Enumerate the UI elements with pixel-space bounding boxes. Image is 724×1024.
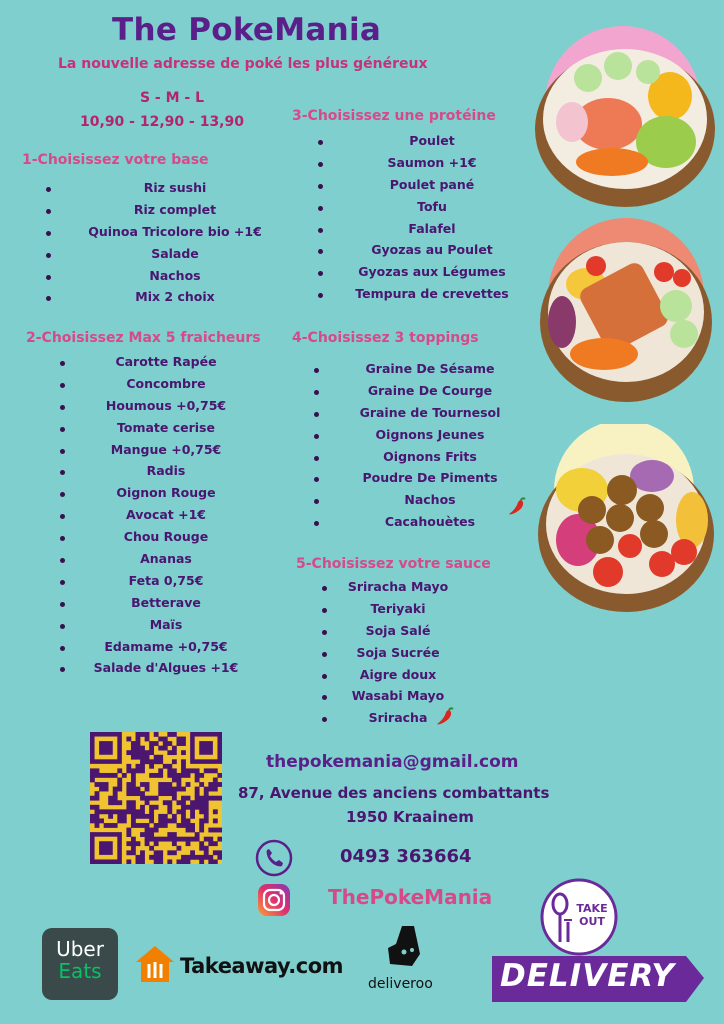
email-address[interactable]: thepokemania@gmail.com	[266, 752, 519, 772]
bullet-icon	[46, 231, 51, 236]
fresh-list	[56, 354, 286, 682]
menu-item	[310, 427, 520, 449]
menu-item-label: Oignons Jeunes	[375, 426, 485, 442]
menu-item	[314, 199, 524, 221]
menu-item	[314, 264, 524, 286]
menu-item	[310, 470, 520, 492]
bullet-icon	[314, 434, 319, 439]
bullet-icon	[46, 187, 51, 192]
menu-item	[310, 361, 520, 383]
menu-item	[314, 177, 524, 199]
menu-item	[314, 133, 524, 155]
qr-code[interactable]	[90, 732, 222, 864]
ubereats-logo[interactable]	[42, 928, 118, 1000]
bullet-icon	[322, 608, 327, 613]
bullet-icon	[322, 586, 327, 591]
bullet-icon	[60, 536, 65, 541]
menu-item-label: Chou Rouge	[123, 529, 209, 545]
salmon-poke-bowl-image	[530, 24, 716, 210]
menu-item	[40, 180, 280, 202]
bullet-icon	[318, 293, 323, 298]
menu-item-label: Edamame +0,75€	[104, 638, 228, 654]
menu-item-label: Soja Salé	[365, 622, 431, 638]
bullet-icon	[322, 695, 327, 700]
bullet-icon	[60, 558, 65, 563]
menu-item-label: Mix 2 choix	[135, 289, 215, 305]
protein-list	[314, 133, 524, 308]
base-list	[40, 180, 280, 311]
chicken-poke-bowl-image	[534, 214, 714, 404]
menu-item-label: Quinoa Tricolore bio +1€	[88, 223, 262, 239]
menu-item	[314, 155, 524, 177]
address-line-1: 87, Avenue des anciens combattants	[238, 784, 550, 802]
menu-item	[318, 667, 468, 689]
bullet-icon	[60, 361, 65, 366]
deliveroo-label[interactable]: deliveroo	[368, 976, 433, 992]
menu-item	[318, 623, 468, 645]
takeout-line-1: TAKE	[576, 902, 608, 915]
menu-item-label: Betterave	[131, 594, 201, 610]
menu-item-label: Teriyaki	[370, 600, 426, 616]
menu-item-label: Salade	[151, 245, 199, 261]
size-labels: S - M - L	[139, 90, 205, 106]
menu-item-label: Sriracha Mayo	[347, 579, 449, 594]
menu-item	[56, 507, 286, 529]
takeaway-label[interactable]: Takeaway.com	[180, 954, 344, 978]
menu-item	[40, 268, 280, 290]
menu-item-label: Graine De Sésame	[365, 361, 495, 376]
bullet-icon	[322, 717, 327, 722]
menu-item-label: Tofu	[417, 198, 447, 214]
bullet-icon	[60, 646, 65, 651]
menu-item-label: Houmous +0,75€	[105, 397, 227, 413]
menu-item	[310, 449, 520, 471]
menu-item	[56, 420, 286, 442]
menu-item	[318, 579, 468, 601]
menu-item	[310, 514, 520, 536]
bullet-icon	[46, 275, 51, 280]
bullet-icon	[318, 271, 323, 276]
menu-item-label: Avocat +1€	[125, 507, 206, 523]
bullet-icon	[60, 514, 65, 519]
menu-item-label: Gyozas au Poulet	[371, 242, 493, 258]
protein-heading: 3-Choisissez une protéine	[292, 108, 496, 124]
menu-item-label: Nachos	[404, 492, 456, 508]
menu-item	[40, 224, 280, 246]
bullet-icon	[314, 477, 319, 482]
menu-item	[318, 645, 468, 667]
menu-item	[56, 463, 286, 485]
menu-item	[310, 383, 520, 405]
ubereats-line-1: Uber	[56, 937, 104, 961]
bullet-icon	[60, 602, 65, 607]
base-heading: 1-Choisissez votre base	[22, 152, 209, 168]
menu-item-label: Nachos	[149, 267, 201, 283]
menu-item	[310, 405, 520, 427]
instagram-icon[interactable]	[256, 882, 292, 918]
menu-item-label: Carotte Rapée	[115, 354, 217, 369]
bullet-icon	[318, 228, 323, 233]
toppings-heading: 4-Choisissez 3 toppings	[292, 330, 479, 346]
menu-item-label: Riz complet	[133, 201, 217, 217]
bullet-icon	[314, 499, 319, 504]
menu-item	[56, 354, 286, 376]
menu-item	[40, 289, 280, 311]
menu-item	[314, 221, 524, 243]
delivery-label: DELIVERY	[500, 958, 675, 994]
menu-item	[56, 376, 286, 398]
bullet-icon	[314, 521, 319, 526]
menu-item-label: Tomate cerise	[117, 419, 215, 435]
fresh-heading: 2-Choisissez Max 5 fraicheurs	[26, 330, 261, 346]
menu-item	[40, 246, 280, 268]
bullet-icon	[314, 412, 319, 417]
ubereats-line-2: Eats	[58, 959, 102, 983]
menu-item-label: Gyozas aux Légumes	[358, 264, 506, 280]
menu-item-label: Oignon Rouge	[116, 485, 216, 501]
menu-item	[56, 639, 286, 661]
menu-item-label: Ananas	[140, 551, 192, 567]
bullet-icon	[318, 140, 323, 145]
deliveroo-kangaroo-icon	[382, 924, 426, 968]
menu-item	[310, 492, 520, 514]
menu-item-label: Maïs	[149, 616, 183, 632]
takeaway-house-icon	[134, 944, 176, 984]
bullet-icon	[318, 184, 323, 189]
bullet-icon	[46, 296, 51, 301]
menu-item	[318, 601, 468, 623]
bullet-icon	[46, 209, 51, 214]
bullet-icon	[60, 383, 65, 388]
menu-item	[56, 551, 286, 573]
bullet-icon	[318, 249, 323, 254]
page-title: The PokeMania	[112, 12, 382, 48]
menu-item-label: Falafel	[408, 220, 456, 236]
menu-item	[56, 529, 286, 551]
menu-item	[56, 595, 286, 617]
bullet-icon	[322, 652, 327, 657]
bullet-icon	[60, 667, 65, 672]
menu-item	[40, 202, 280, 224]
menu-item	[314, 286, 524, 308]
menu-item-label: Concombre	[126, 375, 206, 391]
bullet-icon	[60, 492, 65, 497]
menu-item	[56, 442, 286, 464]
bullet-icon	[314, 390, 319, 395]
menu-item-label: Feta 0,75€	[128, 572, 204, 588]
menu-item-label: Poulet	[409, 133, 455, 148]
bullet-icon	[60, 449, 65, 454]
chili-pepper-icon	[434, 706, 456, 728]
sauce-heading: 5-Choisissez votre sauce	[296, 556, 491, 572]
menu-item	[314, 242, 524, 264]
toppings-list	[310, 361, 520, 536]
bullet-icon	[60, 580, 65, 585]
menu-item-label: Salade d'Algues +1€	[93, 660, 239, 676]
menu-item-label: Riz sushi	[143, 180, 207, 195]
menu-item-label: Graine De Courge	[367, 382, 493, 398]
menu-item-label: Wasabi Mayo	[351, 688, 445, 704]
bullet-icon	[60, 405, 65, 410]
bullet-icon	[322, 630, 327, 635]
menu-item-label: Radis	[146, 463, 186, 479]
phone-icon	[254, 838, 294, 878]
menu-item-label: Sriracha	[368, 710, 428, 726]
phone-number[interactable]: 0493 363664	[340, 846, 472, 867]
menu-item-label: Soja Sucrée	[356, 644, 440, 660]
menu-item	[56, 617, 286, 639]
menu-item-label: Poudre De Piments	[362, 470, 498, 486]
menu-item	[56, 573, 286, 595]
menu-item-label: Graine de Tournesol	[359, 404, 501, 420]
menu-item-label: Mangue +0,75€	[110, 441, 222, 457]
takeout-label	[574, 902, 610, 928]
bullet-icon	[318, 206, 323, 211]
bullet-icon	[46, 253, 51, 258]
bullet-icon	[314, 456, 319, 461]
menu-item-label: Cacahouètes	[384, 514, 476, 530]
menu-item-label: Poulet pané	[389, 176, 475, 192]
menu-item-label: Saumon +1€	[387, 154, 477, 170]
menu-item	[56, 398, 286, 420]
page-subtitle: La nouvelle adresse de poké les plus généreux	[58, 56, 428, 72]
menu-item-label: Aigre doux	[359, 666, 437, 682]
bullet-icon	[314, 368, 319, 373]
takeout-line-2: OUT	[579, 915, 605, 928]
menu-item-label: Tempura de crevettes	[355, 286, 509, 302]
falafel-poke-bowl-image	[532, 424, 718, 616]
bullet-icon	[318, 162, 323, 167]
menu-item	[56, 485, 286, 507]
instagram-handle[interactable]: ThePokeMania	[328, 885, 493, 909]
menu-item	[56, 660, 286, 682]
chili-pepper-icon	[506, 496, 528, 518]
address-line-2: 1950 Kraainem	[346, 808, 474, 826]
bullet-icon	[60, 427, 65, 432]
size-prices: 10,90 - 12,90 - 13,90	[80, 114, 244, 130]
bullet-icon	[322, 674, 327, 679]
menu-item-label: Oignons Frits	[383, 448, 477, 464]
bullet-icon	[60, 624, 65, 629]
bullet-icon	[60, 470, 65, 475]
